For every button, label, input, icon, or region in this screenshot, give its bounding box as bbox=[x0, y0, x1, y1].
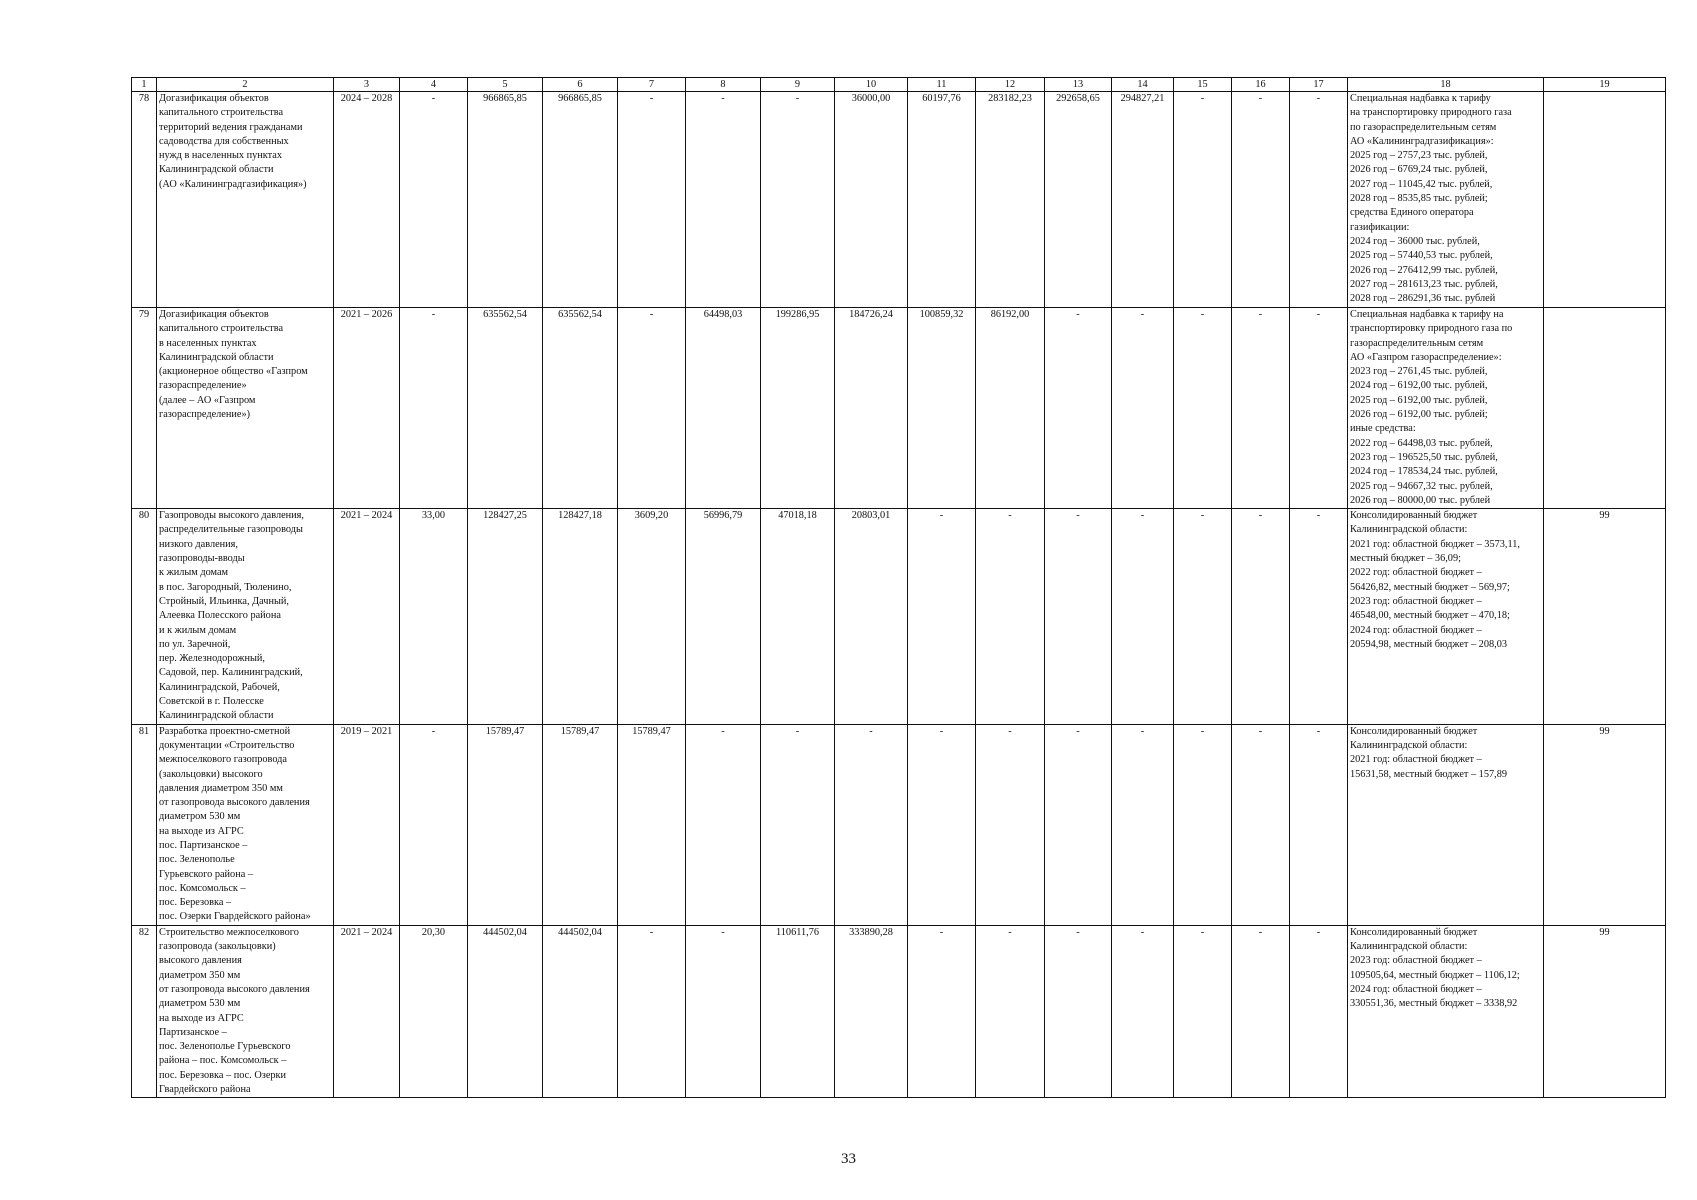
table-row bbox=[132, 925, 1666, 1098]
value-cell-c17: - bbox=[1290, 308, 1348, 509]
object-name-line: на выходе из АГРС bbox=[159, 825, 244, 837]
value-cell-c4: - bbox=[400, 308, 468, 509]
funding-note-line: Консолидированный бюджет bbox=[1350, 725, 1478, 737]
value-cell-c9: 199286,95 bbox=[761, 308, 835, 509]
object-name-line: распределительные газопроводы bbox=[159, 524, 303, 536]
funding-note-line: 2025 год – 57440,53 тыс. рублей, bbox=[1350, 250, 1493, 262]
value-cell-c6: 966865,85 bbox=[543, 92, 618, 308]
column-header: 11 bbox=[908, 78, 976, 92]
row-number-cell: 81 bbox=[132, 724, 157, 925]
value-cell-c15: - bbox=[1174, 308, 1232, 509]
funding-note-line: 2024 год – 6192,00 тыс. рублей, bbox=[1350, 380, 1488, 392]
object-name-line: давления диаметром 350 мм bbox=[159, 782, 283, 794]
value-cell-c10: 333890,28 bbox=[835, 925, 908, 1098]
object-name-cell bbox=[157, 925, 334, 1098]
object-name-line: пос. Партизанское – bbox=[159, 839, 248, 851]
value-cell-c16: - bbox=[1232, 509, 1290, 724]
object-name-line: территорий ведения гражданами bbox=[159, 121, 303, 133]
value-cell-c4: - bbox=[400, 92, 468, 308]
value-cell-c10: 36000,00 bbox=[835, 92, 908, 308]
object-name-cell bbox=[157, 724, 334, 925]
column-header: 5 bbox=[468, 78, 543, 92]
object-name-line: пер. Железнодорожный, bbox=[159, 653, 265, 665]
value-cell-c12: - bbox=[976, 925, 1045, 1098]
column-header: 8 bbox=[686, 78, 761, 92]
funding-note-line: 2024 год – 178534,24 тыс. рублей, bbox=[1350, 466, 1498, 478]
value-cell-c15: - bbox=[1174, 925, 1232, 1098]
value-cell-c4: 20,30 bbox=[400, 925, 468, 1098]
object-name-line: газораспределение» bbox=[159, 380, 247, 392]
object-name-line: пос. Озерки Гвардейского района» bbox=[159, 911, 311, 923]
object-name-line: (акционерное общество «Газпром bbox=[159, 366, 308, 378]
value-cell-c16: - bbox=[1232, 724, 1290, 925]
funding-note-line: на транспортировку природного газа bbox=[1350, 107, 1512, 119]
funding-note-line: 20594,98, местный бюджет – 208,03 bbox=[1350, 638, 1507, 650]
funding-note-line: 2023 год: областной бюджет – bbox=[1350, 955, 1482, 967]
value-cell-c17: - bbox=[1290, 92, 1348, 308]
column-header: 9 bbox=[761, 78, 835, 92]
value-cell-c10: 184726,24 bbox=[835, 308, 908, 509]
object-name-line: от газопровода высокого давления bbox=[159, 797, 310, 809]
funding-note-line: 2022 год: областной бюджет – bbox=[1350, 567, 1482, 579]
value-cell-c12: 283182,23 bbox=[976, 92, 1045, 308]
value-cell-c11: - bbox=[908, 509, 976, 724]
funding-note-line: газификации: bbox=[1350, 221, 1410, 233]
funding-note-cell bbox=[1348, 308, 1544, 509]
funding-note-cell bbox=[1348, 509, 1544, 724]
column-header: 13 bbox=[1045, 78, 1112, 92]
value-cell-c6: 444502,04 bbox=[543, 925, 618, 1098]
funding-note-line: средства Единого оператора bbox=[1350, 207, 1474, 219]
value-cell-c14: - bbox=[1112, 925, 1174, 1098]
value-cell-c15: - bbox=[1174, 724, 1232, 925]
funding-note-line: АО «Газпром газораспределение»: bbox=[1350, 351, 1502, 363]
funding-note-line: 2027 год – 11045,42 тыс. рублей, bbox=[1350, 178, 1493, 190]
row-number-cell: 78 bbox=[132, 92, 157, 308]
row-number-cell: 79 bbox=[132, 308, 157, 509]
value-cell-c7: - bbox=[618, 308, 686, 509]
object-name-line: и к жилым домам bbox=[159, 624, 237, 636]
funding-note-line: транспортировку природного газа по bbox=[1350, 323, 1513, 335]
object-name-line: Калининградской области bbox=[159, 164, 274, 176]
funding-note-line: Специальная надбавка к тарифу на bbox=[1350, 309, 1504, 320]
funding-note-line: 2026 год – 276412,99 тыс. рублей, bbox=[1350, 264, 1498, 276]
object-name-line: в пос. Загородный, Тюленино, bbox=[159, 581, 292, 593]
object-name-line: межпоселкового газопровода bbox=[159, 754, 287, 766]
column-header: 15 bbox=[1174, 78, 1232, 92]
object-name-line: Догазификация объектов bbox=[159, 309, 269, 320]
table-row bbox=[132, 724, 1666, 925]
value-cell-c7: 15789,47 bbox=[618, 724, 686, 925]
row-number-cell: 82 bbox=[132, 925, 157, 1098]
value-cell-c11: - bbox=[908, 724, 976, 925]
object-name-line: (закольцовки) высокого bbox=[159, 768, 263, 780]
object-name-line: высокого давления bbox=[159, 955, 242, 967]
funding-note-line: 56426,82, местный бюджет – 569,97; bbox=[1350, 581, 1510, 593]
value-cell-c6: 128427,18 bbox=[543, 509, 618, 724]
column-header: 19 bbox=[1544, 78, 1666, 92]
value-cell-c7: - bbox=[618, 92, 686, 308]
header-row bbox=[132, 78, 1666, 92]
value-cell-c8: - bbox=[686, 925, 761, 1098]
object-name-line: Разработка проектно-сметной bbox=[159, 725, 291, 737]
funding-note-line: 2022 год – 64498,03 тыс. рублей, bbox=[1350, 437, 1493, 449]
funding-note-line: Калининградской области: bbox=[1350, 941, 1468, 953]
object-name-line: пос. Березовка – пос. Озерки bbox=[159, 1069, 287, 1081]
period-cell: 2019 – 2021 bbox=[334, 724, 400, 925]
object-name-line: садоводства для собственных bbox=[159, 135, 289, 147]
program-table bbox=[131, 77, 1666, 1098]
value-cell-c16: - bbox=[1232, 925, 1290, 1098]
object-name-line: газораспределение») bbox=[159, 409, 251, 421]
column-header: 7 bbox=[618, 78, 686, 92]
funding-note-line: 2028 год – 8535,85 тыс. рублей; bbox=[1350, 193, 1488, 205]
value-cell-c16: - bbox=[1232, 92, 1290, 308]
value-cell-c17: - bbox=[1290, 509, 1348, 724]
value-cell-c19: 99 bbox=[1544, 509, 1666, 724]
object-name-line: Догазификация объектов bbox=[159, 93, 269, 104]
value-cell-c4: 33,00 bbox=[400, 509, 468, 724]
object-name-line: пос. Березовка – bbox=[159, 897, 232, 909]
funding-note-line: 2026 год – 80000,00 тыс. рублей bbox=[1350, 494, 1491, 506]
value-cell-c5: 15789,47 bbox=[468, 724, 543, 925]
table-row bbox=[132, 92, 1666, 308]
row-number-cell: 80 bbox=[132, 509, 157, 724]
object-name-line: в населенных пунктах bbox=[159, 337, 257, 349]
value-cell-c19: 99 bbox=[1544, 925, 1666, 1098]
column-header: 2 bbox=[157, 78, 334, 92]
page-number: 33 bbox=[841, 1151, 856, 1167]
funding-note-line: 2024 год – 36000 тыс. рублей, bbox=[1350, 235, 1480, 247]
object-name-line: Стройный, Ильинка, Дачный, bbox=[159, 595, 289, 607]
object-name-line: Калининградской области bbox=[159, 710, 274, 722]
value-cell-c13: 292658,65 bbox=[1045, 92, 1112, 308]
value-cell-c12: 86192,00 bbox=[976, 308, 1045, 509]
column-header: 6 bbox=[543, 78, 618, 92]
value-cell-c5: 635562,54 bbox=[468, 308, 543, 509]
funding-note-line: АО «Калининградгазификация»: bbox=[1350, 135, 1494, 147]
object-name-line: Гвардейского района bbox=[159, 1084, 251, 1096]
value-cell-c19: 99 bbox=[1544, 724, 1666, 925]
funding-note-line: газораспределительным сетям bbox=[1350, 337, 1484, 349]
value-cell-c13: - bbox=[1045, 925, 1112, 1098]
object-name-line: капитального строительства bbox=[159, 323, 284, 335]
table-row bbox=[132, 509, 1666, 724]
funding-note-line: 2028 год – 286291,36 тыс. рублей bbox=[1350, 293, 1496, 305]
object-name-line: Алеевка Полесского района bbox=[159, 610, 281, 622]
funding-note-line: 330551,36, местный бюджет – 3338,92 bbox=[1350, 998, 1518, 1010]
value-cell-c12: - bbox=[976, 724, 1045, 925]
table-row bbox=[132, 308, 1666, 509]
object-name-line: к жилым домам bbox=[159, 567, 229, 579]
value-cell-c9: 110611,76 bbox=[761, 925, 835, 1098]
value-cell-c12: - bbox=[976, 509, 1045, 724]
value-cell-c17: - bbox=[1290, 925, 1348, 1098]
object-name-line: нужд в населенных пунктах bbox=[159, 150, 282, 162]
object-name-cell bbox=[157, 308, 334, 509]
object-name-line: (далее – АО «Газпром bbox=[159, 394, 256, 406]
funding-note-line: Калининградской области: bbox=[1350, 524, 1468, 536]
value-cell-c8: 64498,03 bbox=[686, 308, 761, 509]
object-name-line: Партизанское – bbox=[159, 1026, 227, 1038]
column-header: 1 bbox=[132, 78, 157, 92]
object-name-cell bbox=[157, 92, 334, 308]
period-cell: 2021 – 2026 bbox=[334, 308, 400, 509]
object-name-line: от газопровода высокого давления bbox=[159, 983, 310, 995]
funding-note-line: 2024 год: областной бюджет – bbox=[1350, 983, 1482, 995]
value-cell-c19 bbox=[1544, 92, 1666, 308]
object-name-line: Советской в г. Полесске bbox=[159, 696, 264, 708]
object-name-line: Газопроводы высокого давления, bbox=[159, 510, 304, 522]
funding-note-cell bbox=[1348, 724, 1544, 925]
column-header: 18 bbox=[1348, 78, 1544, 92]
value-cell-c8: 56996,79 bbox=[686, 509, 761, 724]
value-cell-c6: 15789,47 bbox=[543, 724, 618, 925]
value-cell-c16: - bbox=[1232, 308, 1290, 509]
funding-note-line: Калининградской области: bbox=[1350, 739, 1468, 751]
value-cell-c13: - bbox=[1045, 308, 1112, 509]
column-header: 4 bbox=[400, 78, 468, 92]
value-cell-c10: - bbox=[835, 724, 908, 925]
funding-note-line: 2023 год – 196525,50 тыс. рублей, bbox=[1350, 451, 1498, 463]
table-body bbox=[132, 78, 1666, 1098]
funding-note-line: 2023 год – 2761,45 тыс. рублей, bbox=[1350, 366, 1488, 378]
value-cell-c15: - bbox=[1174, 509, 1232, 724]
object-name-line: диаметром 530 мм bbox=[159, 811, 241, 823]
object-name-line: пос. Зеленополье Гурьевского bbox=[159, 1041, 291, 1053]
funding-note-line: Специальная надбавка к тарифу bbox=[1350, 93, 1491, 104]
funding-note-line: иные средства: bbox=[1350, 423, 1416, 435]
object-name-line: Калининградской, Рабочей, bbox=[159, 681, 280, 693]
funding-note-line: 2024 год: областной бюджет – bbox=[1350, 624, 1482, 636]
value-cell-c11: 100859,32 bbox=[908, 308, 976, 509]
object-name-line: на выходе из АГРС bbox=[159, 1012, 244, 1024]
funding-note-line: 2025 год – 2757,23 тыс. рублей, bbox=[1350, 150, 1488, 162]
funding-note-line: 2021 год: областной бюджет – bbox=[1350, 754, 1482, 766]
column-header: 16 bbox=[1232, 78, 1290, 92]
column-header: 17 bbox=[1290, 78, 1348, 92]
funding-note-line: Консолидированный бюджет bbox=[1350, 510, 1478, 522]
value-cell-c14: - bbox=[1112, 308, 1174, 509]
value-cell-c11: - bbox=[908, 925, 976, 1098]
value-cell-c14: 294827,21 bbox=[1112, 92, 1174, 308]
value-cell-c4: - bbox=[400, 724, 468, 925]
value-cell-c11: 60197,76 bbox=[908, 92, 976, 308]
value-cell-c15: - bbox=[1174, 92, 1232, 308]
funding-note-cell bbox=[1348, 92, 1544, 308]
object-name-line: Гурьевского района – bbox=[159, 868, 253, 880]
value-cell-c5: 128427,25 bbox=[468, 509, 543, 724]
object-name-line: пос. Комсомольск – bbox=[159, 882, 246, 894]
value-cell-c9: - bbox=[761, 724, 835, 925]
value-cell-c5: 444502,04 bbox=[468, 925, 543, 1098]
object-name-line: диаметром 350 мм bbox=[159, 969, 241, 981]
object-name-line: низкого давления, bbox=[159, 538, 238, 550]
value-cell-c6: 635562,54 bbox=[543, 308, 618, 509]
object-name-line: газопроводы-вводы bbox=[159, 553, 245, 565]
value-cell-c5: 966865,85 bbox=[468, 92, 543, 308]
value-cell-c13: - bbox=[1045, 509, 1112, 724]
value-cell-c8: - bbox=[686, 724, 761, 925]
column-header: 3 bbox=[334, 78, 400, 92]
object-name-line: капитального строительства bbox=[159, 107, 284, 119]
funding-note-line: 2021 год: областной бюджет – 3573,11, bbox=[1350, 538, 1520, 550]
funding-note-line: 2027 год – 281613,23 тыс. рублей, bbox=[1350, 278, 1498, 290]
funding-note-line: 15631,58, местный бюджет – 157,89 bbox=[1350, 768, 1507, 780]
value-cell-c7: - bbox=[618, 925, 686, 1098]
object-name-line: документации «Строительство bbox=[159, 739, 295, 751]
object-name-line: по ул. Заречной, bbox=[159, 638, 231, 650]
object-name-line: диаметром 530 мм bbox=[159, 998, 241, 1010]
value-cell-c17: - bbox=[1290, 724, 1348, 925]
funding-note-line: 46548,00, местный бюджет – 470,18; bbox=[1350, 610, 1510, 622]
value-cell-c9: - bbox=[761, 92, 835, 308]
value-cell-c8: - bbox=[686, 92, 761, 308]
funding-note-line: 2025 год – 94667,32 тыс. рублей, bbox=[1350, 480, 1493, 492]
value-cell-c19 bbox=[1544, 308, 1666, 509]
object-name-line: района – пос. Комсомольск – bbox=[159, 1055, 287, 1067]
value-cell-c10: 20803,01 bbox=[835, 509, 908, 724]
period-cell: 2021 – 2024 bbox=[334, 925, 400, 1098]
value-cell-c14: - bbox=[1112, 509, 1174, 724]
funding-note-line: 2026 год – 6769,24 тыс. рублей, bbox=[1350, 164, 1488, 176]
value-cell-c7: 3609,20 bbox=[618, 509, 686, 724]
object-name-line: (АО «Калининградгазификация») bbox=[159, 178, 307, 190]
funding-note-line: 2023 год: областной бюджет – bbox=[1350, 595, 1482, 607]
funding-note-line: Консолидированный бюджет bbox=[1350, 926, 1478, 938]
object-name-line: пос. Зеленополье bbox=[159, 854, 235, 866]
funding-note-line: по газораспределительным сетям bbox=[1350, 121, 1497, 133]
value-cell-c9: 47018,18 bbox=[761, 509, 835, 724]
object-name-line: Садовой, пер. Калининградский, bbox=[159, 667, 303, 679]
object-name-cell bbox=[157, 509, 334, 724]
funding-note-line: 2025 год – 6192,00 тыс. рублей, bbox=[1350, 394, 1488, 406]
period-cell: 2021 – 2024 bbox=[334, 509, 400, 724]
funding-note-line: местный бюджет – 36,09; bbox=[1350, 553, 1461, 565]
funding-note-cell bbox=[1348, 925, 1544, 1098]
column-header: 14 bbox=[1112, 78, 1174, 92]
value-cell-c14: - bbox=[1112, 724, 1174, 925]
column-header: 10 bbox=[835, 78, 908, 92]
object-name-line: Строительство межпоселкового bbox=[159, 926, 299, 938]
column-header: 12 bbox=[976, 78, 1045, 92]
object-name-line: газопровода (закольцовки) bbox=[159, 941, 276, 953]
value-cell-c13: - bbox=[1045, 724, 1112, 925]
period-cell: 2024 – 2028 bbox=[334, 92, 400, 308]
funding-note-line: 2026 год – 6192,00 тыс. рублей; bbox=[1350, 409, 1488, 421]
object-name-line: Калининградской области bbox=[159, 351, 274, 363]
funding-note-line: 109505,64, местный бюджет – 1106,12; bbox=[1350, 969, 1520, 981]
